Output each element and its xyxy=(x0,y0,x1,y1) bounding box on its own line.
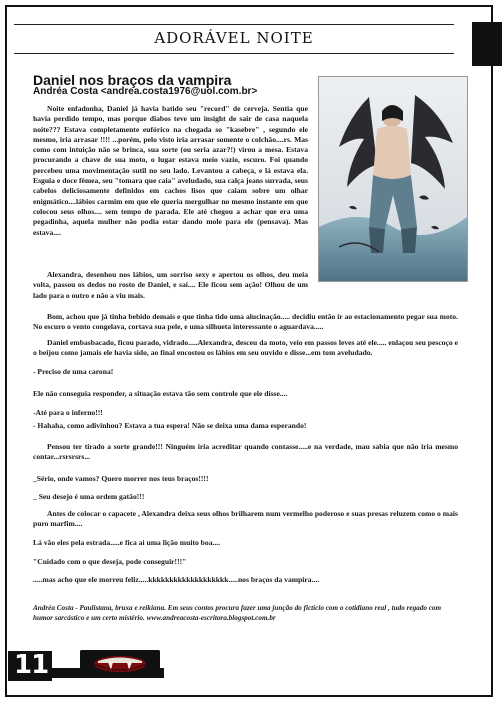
paragraph-6: Ele não conseguia responder, a situação estava tão sem controle que ele disse.... xyxy=(33,389,288,398)
paragraph-4: Daniel embasbacado, ficou parado, vidrado.....Alexandra, desceu da moto, veio em passos leves até ele..... enlaçou seu pescoço e o beijou como jamais ele havia sido, ao final encostou os lábios em seu ouvido e disse...em tom aveludado. xyxy=(33,338,458,358)
paragraph-9: Pensou ter tirado a sorte grande!!! Ninguém iria acreditar quando contasse.....e na verdade, mau sabia que não iria mesmo contar...rsrsrsrs... xyxy=(33,442,458,462)
article-byline: Andréa Costa <andrea.costa1976@uol.com.br> xyxy=(33,86,258,97)
section-title: ADORÁVEL NOITE xyxy=(154,29,314,47)
paragraph-1: Noite enfadonha, Daniel já havia batido seu "record" de cerveja. Sentia que havia perdido tempo, mas porque diabos teve um insight de sair de casa naquela noite??? Estava completamente eufórico na chegada so "kasebre" , segundo ele mesmo, iria arrasar !!!! ...porém, pelo visto iria arrasar somente o colchão....rs. Mas como com intuição não se brinca, sua sorte (ou seria azar?!) virou a mesa. Estava procurando a chave de sua moto, o lugar estava meio vazio, escuro. Foi quando percebeu uma movimentação sutil no seu lado. Levantou a cabeça, e lá estava ela. Esguia e doce fêmea, seu "tomara que caia" aveludado, sua calça jeans surrada, seus cabelos deliciosamente definidos em cachos lisos que caiam sobre um olhar enigmático....lábios carmim em que ele queria mergulhar no mesmo instante em que colocou seus olhos.... sem tempo de parada. Ele até chegou a achar que era uma pegadinha, aquela mulher não podia estar dando mole para ele (pensava). Mas estava.... xyxy=(33,104,308,237)
header-bar xyxy=(14,24,454,54)
paragraph-14: "Cuidado com o que deseja, pode conseguir!!!" xyxy=(33,557,187,566)
paragraph-7: -Até para o inferno!!! xyxy=(33,408,103,417)
paragraph-3: Bom, achou que já tinha bebido demais e que tinha tido uma alucinação..... decidiu então ir ao estacionamento pegar sua moto. No escuro o vento congelava, cortava sua pele, e uma silhueta interessante o aguardava..... xyxy=(33,312,458,332)
vampire-fangs-image xyxy=(80,650,160,676)
paragraph-5: - Preciso de uma carona! xyxy=(33,367,114,376)
page-number: 11 xyxy=(14,650,49,680)
vampire-angel-illustration xyxy=(318,76,468,282)
paragraph-2: Alexandra, desenhou nos lábios, um sorriso sexy e apertou os olhos, deu meia volta, passou os dedos no rosto de Daniel, e sai.... Ele ficou sem ação! Olhou de um lado para o outro e não a viu mais. xyxy=(33,270,308,300)
author-bio: Andréa Costa - Paulistana, bruxa e reikiana. Em seus contos procura fazer uma junção do fictício com o cotidiano real , tudo regado com humor sarcástico e um certo mistério. www.andreacosta-escritora.blogspot.com.br xyxy=(33,604,442,622)
header-corner-block xyxy=(472,22,502,66)
paragraph-12: Antes de colocar o capacete , Alexandra deixa seus olhos brilharem num vermelho poderoso e suas presas reluzem como o mais puro marfim.... xyxy=(33,509,458,529)
article-title: Daniel nos braços da vampira xyxy=(33,72,232,88)
paragraph-13: Lá vão eles pela estrada.....e fica ai uma lição muito boa.... xyxy=(33,538,221,547)
paragraph-11: _ Seu desejo é uma ordem gatão!!! xyxy=(33,492,145,501)
fangs-drawing xyxy=(80,650,160,676)
paragraph-15: .....mas acho que ele morreu feliz.....kkkkkkkkkkkkkkkkkkk.....nos braços da vampira.... xyxy=(33,575,320,584)
paragraph-10: _Sério, onde vamos? Quero morrer nos teus braços!!!! xyxy=(33,474,209,483)
illustration-drawing xyxy=(319,77,467,281)
paragraph-8: - Hahaha, como adivinhou? Estava a tua espera! Não se deixa uma dama esperando! xyxy=(33,421,307,430)
